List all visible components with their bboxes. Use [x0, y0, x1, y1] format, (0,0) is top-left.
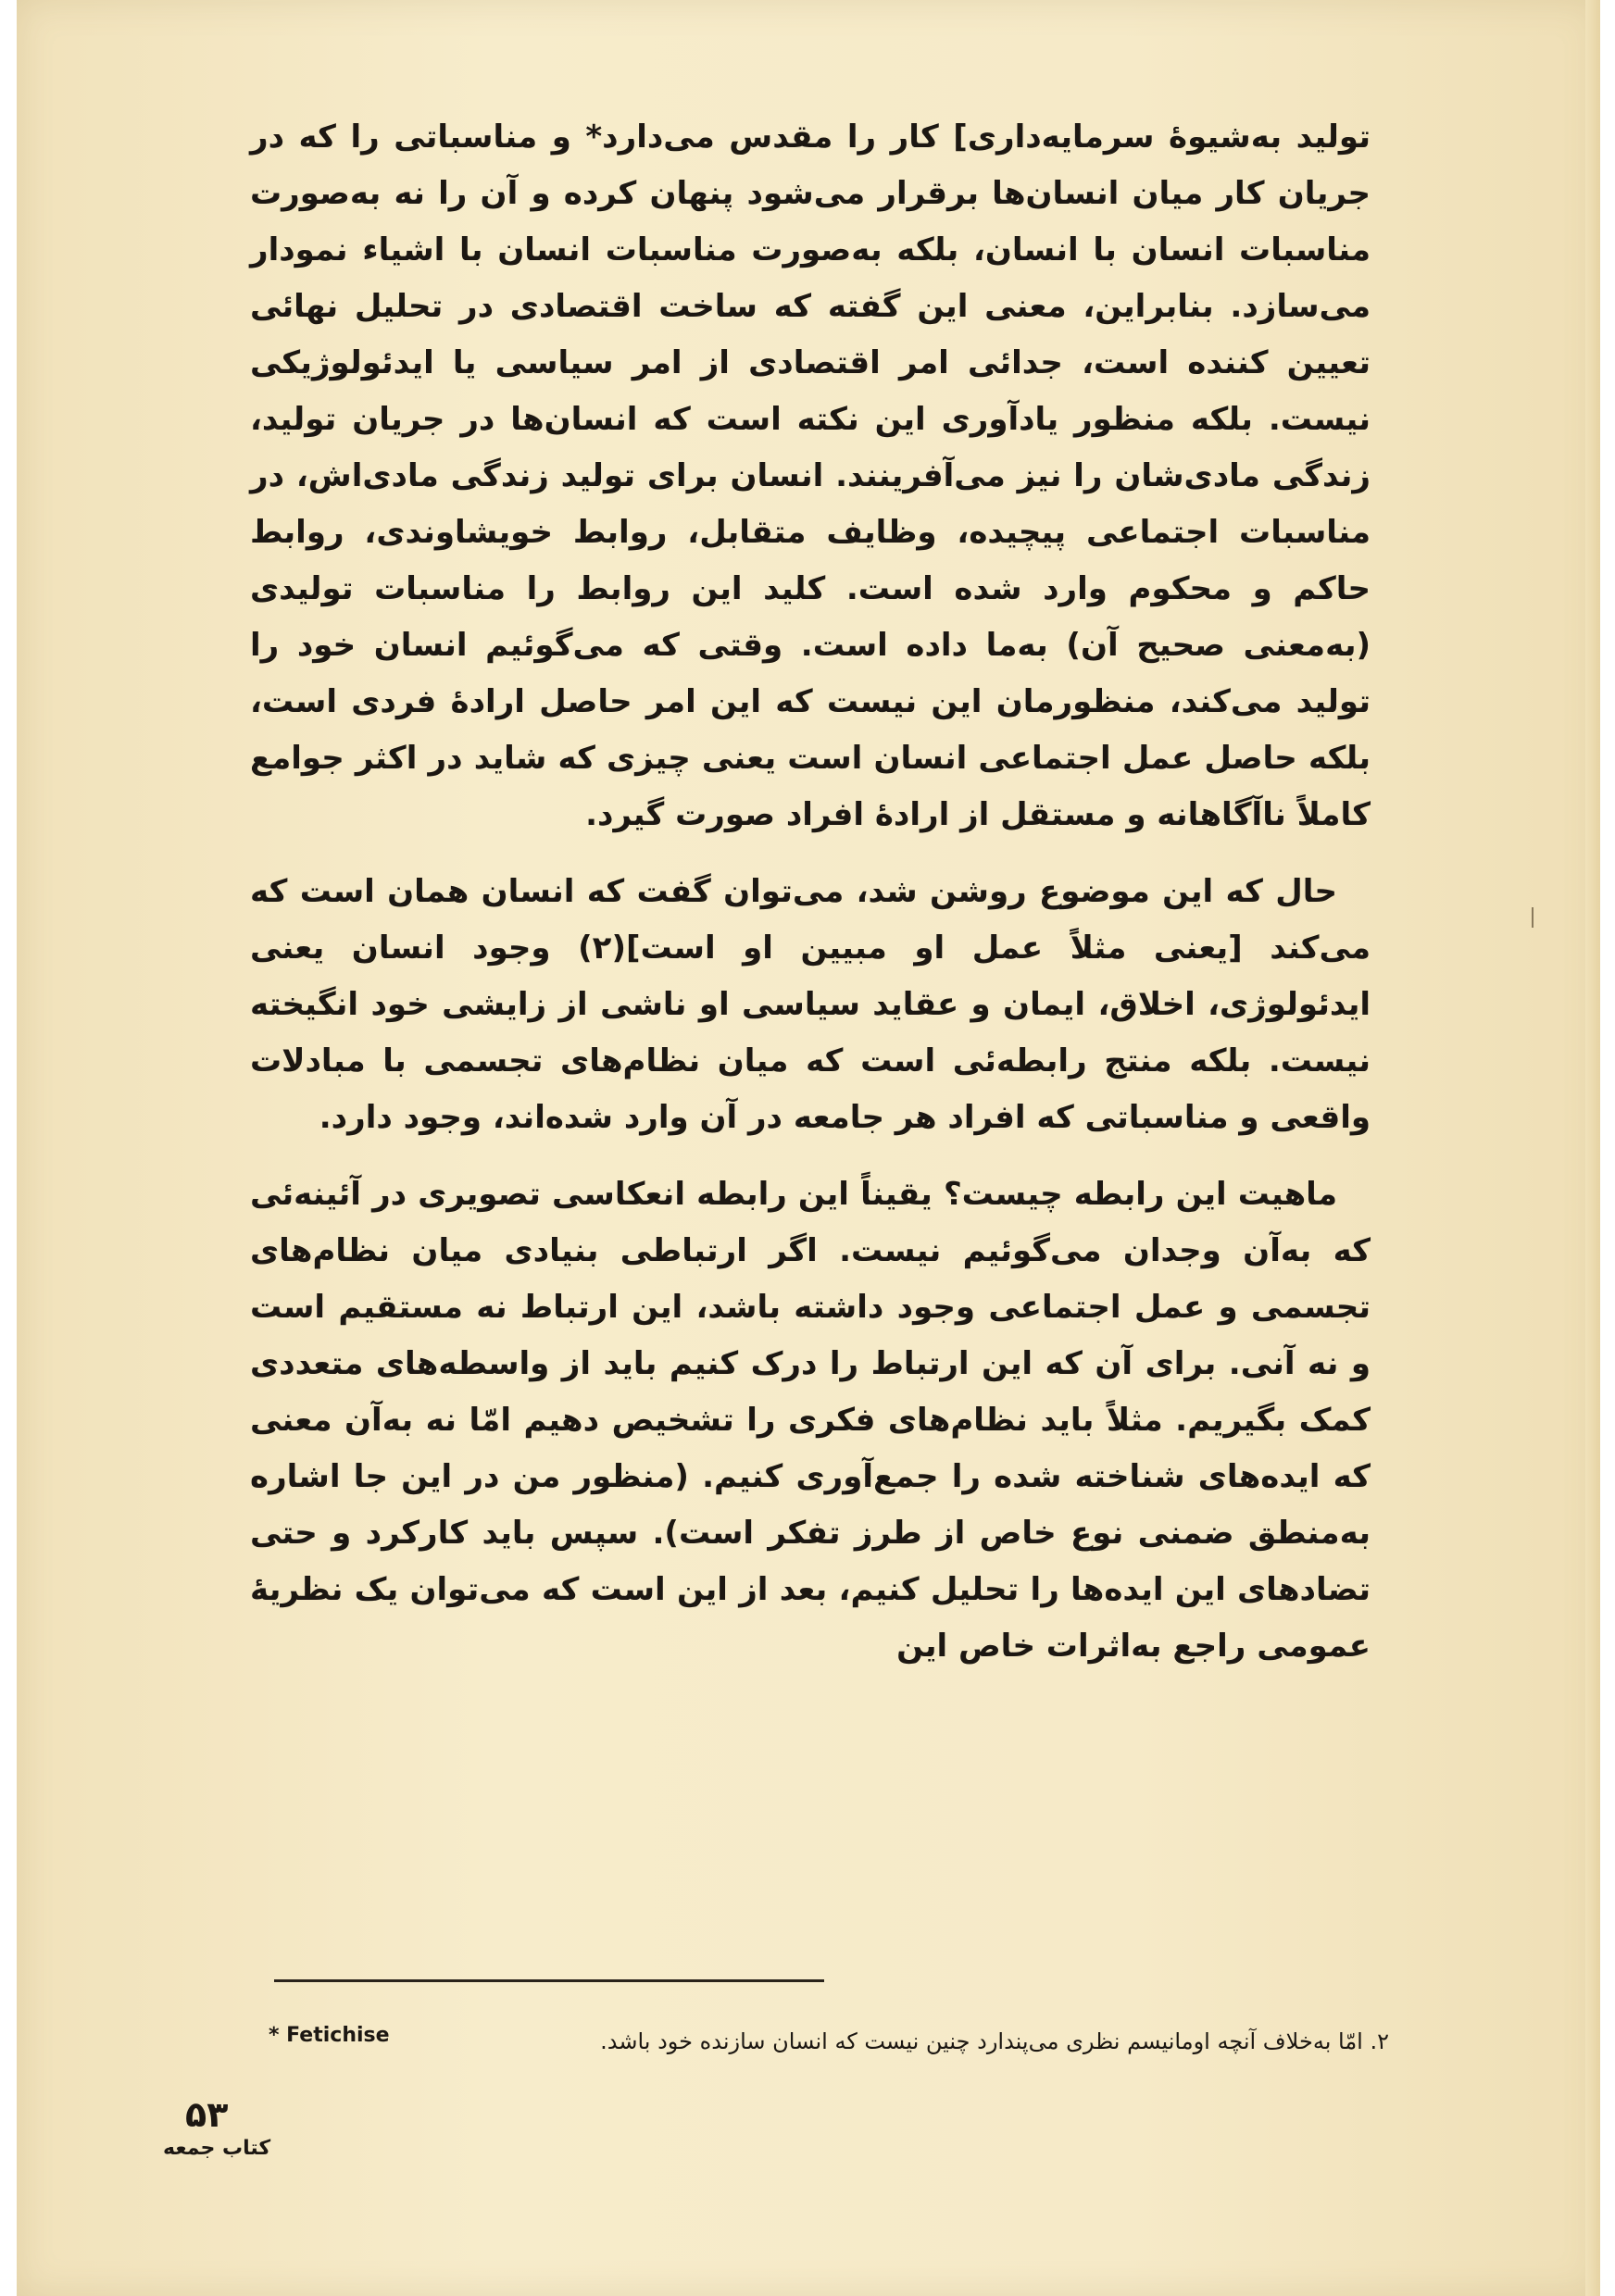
book-title: کتاب جمعه — [163, 2137, 271, 2160]
margin-mark — [1532, 907, 1534, 928]
body-text — [250, 109, 1371, 1695]
paragraph-3: ماهیت این رابطه چیست؟ یقیناً این رابطه انعکاسی تصویری در آئینه‌ئی که به‌آن وجدان می‌گوئیم نیست. اگر ارتباطی بنیادی میان نظام‌های تجسمی و عمل اجتماعی وجود داشته باشد، این ارتباط نه مستقیم است و نه آنی. برای آن که این ارتباط را درک کنیم باید از واسطه‌های متعددی کمک بگیریم. مثلاً باید نظام‌های فکری را تشخیص دهیم امّا نه به‌آن معنی که ایده‌های شناخته شده را جمع‌آوری کنیم. (منظور من در این جا اشاره به‌منطق ضمنی نوع خاص از طرز تفکر است). سپس باید کارکرد و حتی تضادهای این ایده‌ها را تحلیل کنیم، بعد از این است که می‌توان یک نظریهٔ عمومی راجع به‌اثرات خاص این — [250, 1176, 1371, 1665]
page-edge — [1585, 0, 1600, 2296]
paragraph-1: تولید به‌شیوهٔ سرمایه‌داری] کار را مقدس می‌دارد* و مناسباتی را که در جریان کار میان انسان‌ها برقرار می‌شود پنهان کرده و آن را نه به‌صورت مناسبات انسان با انسان، بلکه به‌صورت مناسبات انسان با اشیاء نمودار می‌سازد. بنابراین، معنی این گفته که ساخت اقتصادی در تحلیل نهائی تعیین کننده است، جدائی امر اقتصادی از امر سیاسی یا ایدئولوژیکی نیست. بلکه منظور یادآوری این نکته است که انسان‌ها در جریان تولید، زندگی مادی‌شان را نیز می‌آفرینند. انسان برای تولید زندگی مادی‌اش، در مناسبات اجتماعی پیچیده، وظایف متقابل، روابط خویشاوندی، روابط حاکم و محکوم وارد شده است. کلید این روابط را مناسبات تولیدی (به‌معنی صحیح آن) به‌ما داده است. وقتی که می‌گوئیم انسان خود را تولید می‌کند، منظورمان این نیست که این امر حاصل ارادهٔ فردی است، بلکه حاصل عمل اجتماعی انسان است یعنی چیزی که شاید در اکثر جوامع کاملاً ناآگاهانه و مستقل از ارادهٔ افراد صورت گیرد. — [250, 119, 1371, 833]
paragraph-2: حال که این موضوع روشن شد، می‌توان گفت که انسان همان است که می‌کند [یعنی مثلاً عمل او مبیین او است](۲) وجود انسان یعنی ایدئولوژی، اخلاق، ایمان و عقاید سیاسی او ناشی از زایشی خود انگیخته نیست. بلکه منتج رابطه‌ئی است که میان نظام‌های تجسمی با مبادلات واقعی و مناسباتی که افراد هر جامعه در آن وارد شده‌اند، وجود دارد. — [250, 873, 1371, 1136]
footnote-asterisk: * Fetichise — [269, 2024, 390, 2047]
footnote-divider — [274, 1979, 824, 1982]
footnote-2: ۲. امّا به‌خلاف آنچه اومانیسم نظری می‌پندارد چنین نیست که انسان سازنده خود باشد. — [600, 2028, 1389, 2054]
page-number: ۵۳ — [185, 2094, 229, 2135]
